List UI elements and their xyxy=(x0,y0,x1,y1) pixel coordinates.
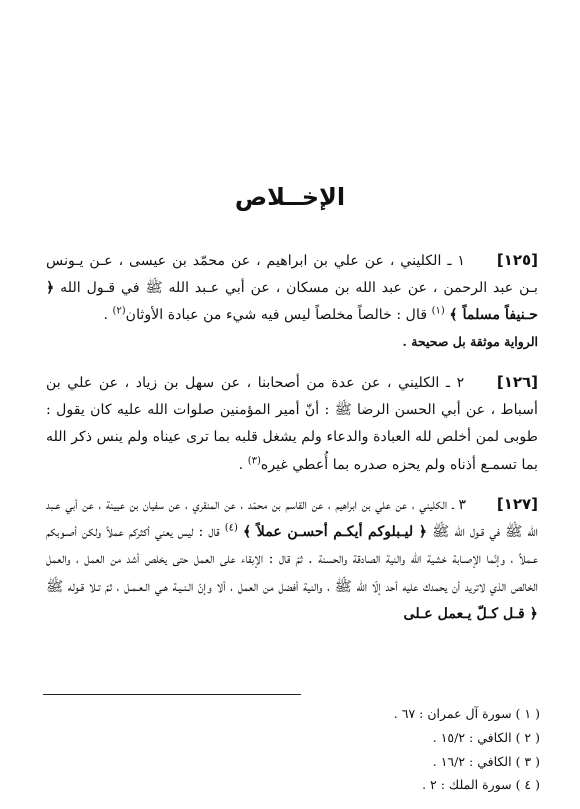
hadith-number: [١٢٥] xyxy=(496,251,538,269)
honorific: ﷺ xyxy=(505,524,523,541)
quran-quote: ﴿ ليـبلوكم أيكـم أحسـن عملاً ﴾ xyxy=(242,524,428,541)
hadith-index: ٢ ـ xyxy=(445,375,465,391)
footnote-ref: (٤) xyxy=(224,522,238,534)
chapter-title: الإخــلاص xyxy=(234,183,346,211)
honorific: ﷺ xyxy=(334,402,352,419)
hadith-text: قال : ليس يعني أكثركم عملاً ولكن أصـوبكم عـملاً ، وإنّما الإصـابة خشية الله والنية الصادقة والحسنة . ثمّ قال : الإبقاء على العمل حتى يخلص أشد من العمل ، والعمل الخالص الذي لاتريد أن يحمدك عليه أحد إلّا الله xyxy=(46,524,538,595)
hadith-text: ، والنية أفضل من العمل ، ألا وإنّ الـنـيـة هـي الـعـمـل ، ثمّ تـلا قـوله xyxy=(67,578,330,595)
footnote-separator xyxy=(43,694,301,695)
honorific: ﷺ xyxy=(46,578,64,595)
hadith-text: في قـول الله xyxy=(60,280,140,297)
footnote-item: ( ٢ ) الكافي : ١٥/٢ . xyxy=(432,729,540,745)
hadith-index: ١ ـ xyxy=(447,253,465,269)
footnote-ref: (٣) xyxy=(247,454,261,466)
hadith-text: قال : خالصاً مخلصاً ليس فيه شيء من عبادة الأوثان xyxy=(125,307,428,324)
footnote-item: ( ٤ ) سورة الملك : ٢ . xyxy=(422,777,540,793)
hadith-text: الكليني ، عن علي بن ابراهيم ، عن القاسم بن محمّد ، عن المنقري ، عن سفيان بن عيينة ، عن أبي عـبد الله xyxy=(46,497,538,541)
footnote-item: ( ٣ ) الكافي : ١٦/٢ . xyxy=(432,753,540,769)
hadith-126: [١٢٦] ٢ ـ الكليني ، عن عدة من أصحابنا ، عن سهل بن زياد ، عن علي بن أسباط ، عن أبي الحسن الرضا ﷺ : أنّ أمير المؤمنين صلوات الله عليه كان يقول : طوبى لمن أخلص لله العبادة والدعاء ولم يشغل قلبه بما ترى عيناه ولم ينس ذكر الله بما تسمـع أذناه ولم يحزه صدره بما أُعطي غيره$^{(٣)}$ . xyxy=(46,373,539,473)
honorific: ﷺ xyxy=(334,578,352,595)
footnotes xyxy=(240,702,540,797)
chain-grading: الرواية موثقة بل صحيحة . xyxy=(402,333,538,349)
footnote-item: ( ١ ) سورة آل عمران : ٦٧ . xyxy=(393,706,540,721)
hadith-index: ٣ ـ xyxy=(451,497,467,513)
hadith-125: [١٢٥] ١ ـ الكليني ، عن علي بن ابراهيم ، عن محمّد بن عيسى ، عـن يـونس بـن عبد الرحمن ، عن عبد الله بن مسكان ، عن أبي عـبد الله ﷺ في قـول الله ﴿ حـنيفاً مسلماً ﴾ $^{(١)}$ قال : خالصاً مخلصاً ليس فيه شيء من عبادة الأوثان$^{(٢)}$ . الرواية موثقة بل صحيحة . xyxy=(46,247,538,354)
hadith-number: [١٢٧] xyxy=(496,495,538,513)
quran-quote: ﴿ قـل كـلّ يـعمل عـلى xyxy=(403,605,538,622)
footnote-ref: (١) xyxy=(431,305,445,317)
hadith-text: الكليني ، عن علي بن ابراهيم ، عن محمّد بن عيسى ، عـن يـونس بـن عبد الرحمن ، عن عبد الله بن مسكان ، عن أبي عـبد الله xyxy=(46,253,538,297)
honorific: ﷺ xyxy=(432,524,450,541)
hadith-text: في قـول الله xyxy=(454,524,501,541)
honorific: ﷺ xyxy=(145,280,163,297)
hadith-number: [١٢٦] xyxy=(496,373,539,391)
hadith-text: : أنّ أمير المؤمنين صلوات الله عليه كان يقول : طوبى لمن أخلص لله العبادة والدعاء ولم يشغل قلبه بما ترى عيناه ولم ينس ذكر الله بما تسمـع أذناه ولم يحزه صدره بما أُعطي غيره xyxy=(46,402,538,473)
quran-quote: ﴿ حـنيفاً مسلماً ﴾ xyxy=(46,280,538,324)
hadith-text: الكليني ، عن عدة من أصحابنا ، عن سهل بن زياد ، عن علي بن أسباط ، عن أبي الحسن الرضا xyxy=(46,375,539,419)
hadith-127 xyxy=(46,491,538,628)
footnote-ref: (٢) xyxy=(112,305,126,317)
